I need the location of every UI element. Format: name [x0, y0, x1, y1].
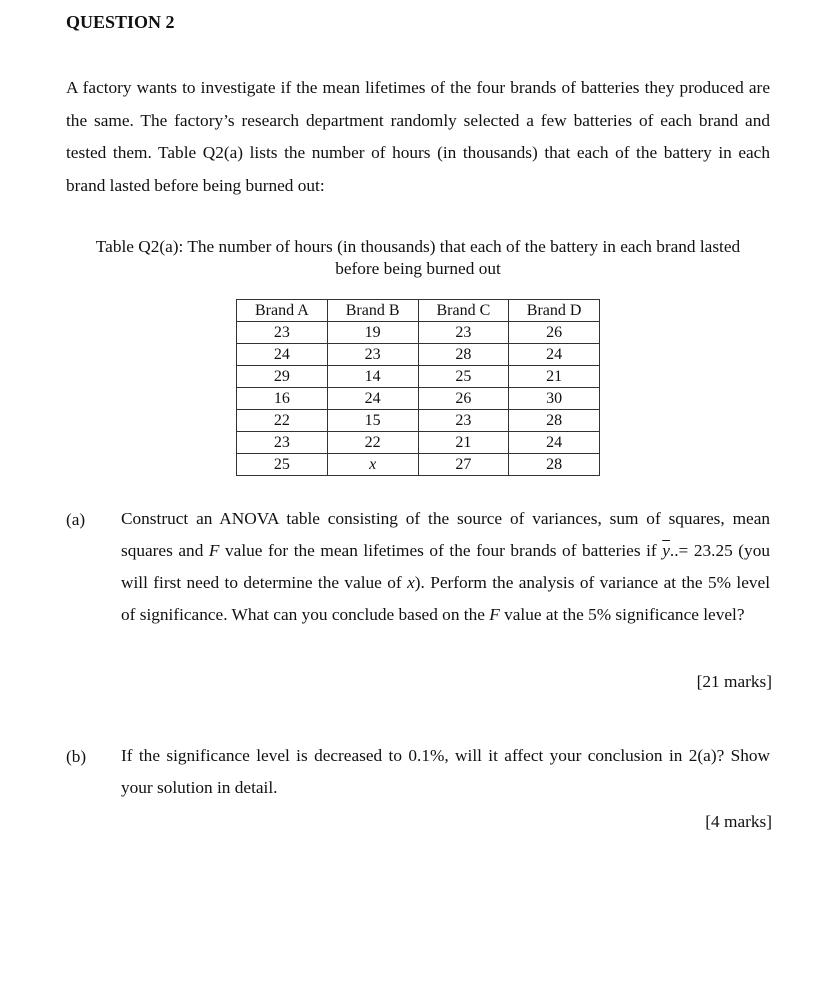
table-cell: 24 [237, 344, 328, 366]
intro-paragraph: A factory wants to investigate if the mean lifetimes of the four brands of batteries they produced are the same. The factory’s research department randomly selected a few batteries of each brand and tested them. Table Q2(a) lists the number of hours (in thousands) that each of the battery in each brand lasted before being burned out: [66, 78, 770, 195]
battery-lifetime-table [236, 299, 600, 476]
table-cell: 15 [327, 410, 418, 432]
table-cell: 14 [327, 366, 418, 388]
question-heading: QUESTION 2 [66, 12, 175, 32]
table-cell: 30 [509, 388, 600, 410]
header-brand-c: Brand C [418, 300, 509, 322]
table-cell: 26 [509, 322, 600, 344]
table-cell: 21 [509, 366, 600, 388]
table-header-row [237, 300, 600, 322]
table-caption-line-1: Table Q2(a): The number of hours (in thousands) that each of the battery in each brand lasted [95, 237, 741, 256]
table-cell: 23 [327, 344, 418, 366]
table-row [237, 322, 600, 344]
table-row [237, 366, 600, 388]
table-caption-line-2: before being burned out [335, 259, 501, 278]
table-cell: 28 [509, 410, 600, 432]
table-row [237, 388, 600, 410]
table-row [237, 432, 600, 454]
header-brand-d: Brand D [509, 300, 600, 322]
table-cell: 22 [327, 432, 418, 454]
part-a-marks: [21 marks] [696, 672, 772, 691]
table-cell: 24 [509, 344, 600, 366]
table-row [237, 344, 600, 366]
table-cell: 23 [418, 410, 509, 432]
table-cell: 23 [237, 322, 328, 344]
table-cell: 28 [418, 344, 509, 366]
table-cell: 25 [237, 454, 328, 476]
part-b-marks: [4 marks] [705, 812, 772, 831]
table-cell: 25 [418, 366, 509, 388]
table-cell: 24 [509, 432, 600, 454]
part-b-text: If the significance level is decreased to 0.1%, will it affect your conclusion in 2(a)? Show your solution in detail. [121, 746, 770, 797]
table-cell: 26 [418, 388, 509, 410]
table-cell: 19 [327, 322, 418, 344]
header-brand-b: Brand B [327, 300, 418, 322]
table-cell: 23 [237, 432, 328, 454]
table-row [237, 454, 600, 476]
table-caption [60, 236, 776, 280]
part-a-text: Construct an ANOVA table consisting of the source of variances, sum of squares, mean squares and F value for the mean lifetimes of the four brands of batteries if $\overline{y}..= 23.25$ (you will first need to determine the value of x). Perform the analysis of variance at the 5% level of significance. What can you conclude based on the F value at the 5% significance level? [121, 509, 770, 624]
table-cell: 24 [327, 388, 418, 410]
part-a-label: (a) [66, 510, 86, 529]
table-cell: 27 [418, 454, 509, 476]
table-cell: 22 [237, 410, 328, 432]
table-cell: 29 [237, 366, 328, 388]
table-cell: 23 [418, 322, 509, 344]
table-cell: 16 [237, 388, 328, 410]
table-row [237, 410, 600, 432]
table-cell: 21 [418, 432, 509, 454]
header-brand-a: Brand A [237, 300, 328, 322]
table-cell: 28 [509, 454, 600, 476]
part-b-label: (b) [66, 747, 87, 766]
table-cell-unknown-x: x [327, 454, 418, 476]
